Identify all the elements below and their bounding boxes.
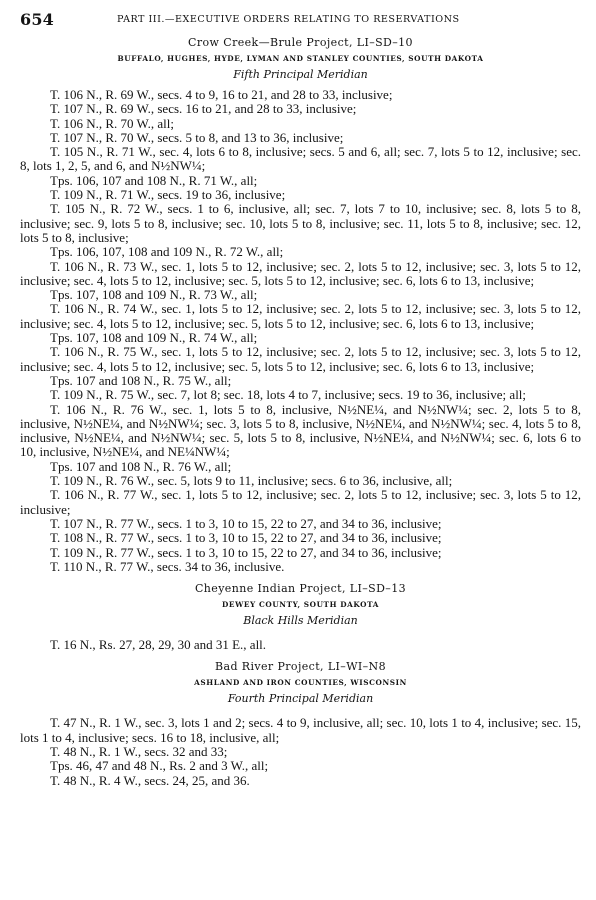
counties-heading: ASHLAND AND IRON COUNTIES, WISCONSIN xyxy=(194,678,407,688)
legal-description-list xyxy=(20,638,581,652)
section-bad-river xyxy=(20,660,581,787)
legal-description-paragraph: T. 105 N., R. 71 W., sec. 4, lots 6 to 8, inclusive; secs. 5 and 6, all; sec. 7, lots 5 to 12, inclusive; sec. 8, lots 1, 2, 5, and 6, and N½NW¼; xyxy=(20,144,581,174)
legal-description-paragraph: T. 105 N., R. 72 W., secs. 1 to 6, inclusive, all; sec. 7, lots 7 to 10, inclusive; sec. 8, lots 5 to 8, inclusive; sec. 9, lots 5 to 8, inclusive; sec. 10, lots 5 to 8, inclusive; sec. 11, lots 5 to 8, inclusive; sec. 12, lots 5 to 8, inclusive; xyxy=(20,201,581,245)
legal-description-paragraph: T. 107 N., R. 77 W., secs. 1 to 3, 10 to 15, 22 to 27, and 34 to 36, inclusive; xyxy=(50,515,442,531)
legal-description-paragraph: Tps. 107 and 108 N., R. 75 W., all; xyxy=(50,372,232,388)
legal-description-paragraph: T. 108 N., R. 77 W., secs. 1 to 3, 10 to 15, 22 to 27, and 34 to 36, inclusive; xyxy=(50,530,442,546)
section-cheyenne xyxy=(20,582,581,652)
meridian-heading: Fifth Principal Meridian xyxy=(233,68,368,81)
legal-description-paragraph: T. 16 N., Rs. 27, 28, 29, 30 and 31 E., all. xyxy=(50,637,267,653)
legal-description-list xyxy=(20,88,581,574)
legal-description-paragraph: T. 106 N., R. 75 W., sec. 1, lots 5 to 12, inclusive; sec. 2, lots 5 to 12, inclusive; sec. 3, lots 5 to 12, inclusive; sec. 4, lots 5 to 12, inclusive; sec. 5, lots 5 to 12, inclusive; sec. 6, lots 6 to 13, inclusive; xyxy=(20,344,581,374)
legal-description-paragraph: T. 106 N., R. 76 W., sec. 1, lots 5 to 8, inclusive, N½NE¼, and N½NW¼; sec. 2, lots 5 to 8, inclusive, N½NE¼, and N½NW¼; sec. 3, lots 5 to 8, inclusive, N½NE¼, and N½NW¼; sec. 4, lots 5 to 8, inclusive, N½NE¼, and N½NW¼; sec. 5, lots 5 to 8, inclusive, N½NE¼, and N½NW¼; sec. 6, lots 6 to 10, inclusive, N½NE¼, and NE¼NW¼; xyxy=(20,401,581,460)
legal-description-list xyxy=(20,716,581,787)
meridian-heading: Fourth Principal Meridian xyxy=(227,692,374,706)
legal-description-paragraph: T. 109 N., R. 75 W., sec. 7, lot 8; sec. 18, lots 4 to 7, inclusive; secs. 19 to 36, inclusive; all; xyxy=(50,387,527,403)
legal-description-paragraph: Tps. 106, 107, 108 and 109 N., R. 72 W., all; xyxy=(50,244,284,260)
meridian-heading: Black Hills Meridian xyxy=(243,614,358,628)
legal-description-paragraph: T. 106 N., R. 73 W., sec. 1, lots 5 to 12, inclusive; sec. 2, lots 5 to 12, inclusive; sec. 3, lots 5 to 12, inclusive; sec. 4, lots 5 to 12, inclusive; sec. 5, lots 5 to 12, inclusive; sec. 6, lots 6 to 13, inclusive; xyxy=(20,258,581,288)
legal-description-paragraph: T. 47 N., R. 1 W., sec. 3, lots 1 and 2; secs. 4 to 9, inclusive, all; sec. 10, lots 1 to 4, inclusive; sec. 15, lots 1 to 4, inclusive; secs. 16 to 18, inclusive, all; xyxy=(20,715,581,745)
legal-description-paragraph: T. 107 N., R. 69 W., secs. 16 to 21, and 28 to 33, inclusive; xyxy=(50,101,357,117)
project-heading: Cheyenne Indian Project, LI–SD–13 xyxy=(194,582,407,596)
legal-description-paragraph: T. 106 N., R. 74 W., sec. 1, lots 5 to 12, inclusive; sec. 2, lots 5 to 12, inclusive; sec. 3, lots 5 to 12, inclusive; sec. 4, lots 5 to 12, inclusive; sec. 5, lots 5 to 12, inclusive; sec. 6, lots 6 to 13, inclusive; xyxy=(20,301,581,331)
counties-heading: DEWEY COUNTY, SOUTH DAKOTA xyxy=(221,600,379,610)
legal-description-paragraph: T. 109 N., R. 71 W., secs. 19 to 36, inclusive; xyxy=(50,187,286,203)
legal-description-paragraph: T. 106 N., R. 77 W., sec. 1, lots 5 to 12, inclusive; sec. 2, lots 5 to 12, inclusive; sec. 3, lots 5 to 12, inclusive; xyxy=(20,487,581,517)
project-heading: Crow Creek—Brule Project, LI–SD–10 xyxy=(188,36,413,49)
legal-description-paragraph: Tps. 107, 108 and 109 N., R. 73 W., all; xyxy=(50,287,258,303)
legal-description-paragraph: T. 106 N., R. 70 W., all; xyxy=(50,115,174,131)
legal-description-paragraph: T. 110 N., R. 77 W., secs. 34 to 36, inclusive. xyxy=(50,558,285,574)
document-page xyxy=(20,10,581,788)
legal-description-paragraph: Tps. 107 and 108 N., R. 76 W., all; xyxy=(50,458,232,474)
project-heading: Bad River Project, LI–WI–N8 xyxy=(215,660,386,674)
legal-description-paragraph: T. 107 N., R. 70 W., secs. 5 to 8, and 13 to 36, inclusive; xyxy=(50,129,344,145)
legal-description-paragraph: T. 106 N., R. 69 W., secs. 4 to 9, 16 to 21, and 28 to 33, inclusive; xyxy=(50,87,393,102)
legal-description-paragraph: Tps. 106, 107 and 108 N., R. 71 W., all; xyxy=(50,172,258,188)
page-number: 654 xyxy=(20,10,54,29)
legal-description-paragraph: T. 48 N., R. 4 W., secs. 24, 25, and 36. xyxy=(50,772,250,788)
legal-description-paragraph: T. 48 N., R. 1 W., secs. 32 and 33; xyxy=(50,743,228,759)
legal-description-paragraph: Tps. 46, 47 and 48 N., Rs. 2 and 3 W., all; xyxy=(50,758,269,774)
legal-description-paragraph: Tps. 107, 108 and 109 N., R. 74 W., all; xyxy=(50,330,258,346)
section-crow-creek xyxy=(20,36,581,574)
counties-heading: BUFFALO, HUGHES, HYDE, LYMAN AND STANLEY COUNTIES, SOUTH DAKOTA xyxy=(117,54,484,63)
legal-description-paragraph: T. 109 N., R. 76 W., sec. 5, lots 9 to 11, inclusive; secs. 6 to 36, inclusive, all; xyxy=(50,473,453,489)
running-head-title: PART III.—EXECUTIVE ORDERS RELATING TO RESERVATIONS xyxy=(117,14,460,25)
legal-description-paragraph: T. 109 N., R. 77 W., secs. 1 to 3, 10 to 15, 22 to 27, and 34 to 36, inclusive; xyxy=(50,544,442,560)
running-header xyxy=(20,10,581,30)
